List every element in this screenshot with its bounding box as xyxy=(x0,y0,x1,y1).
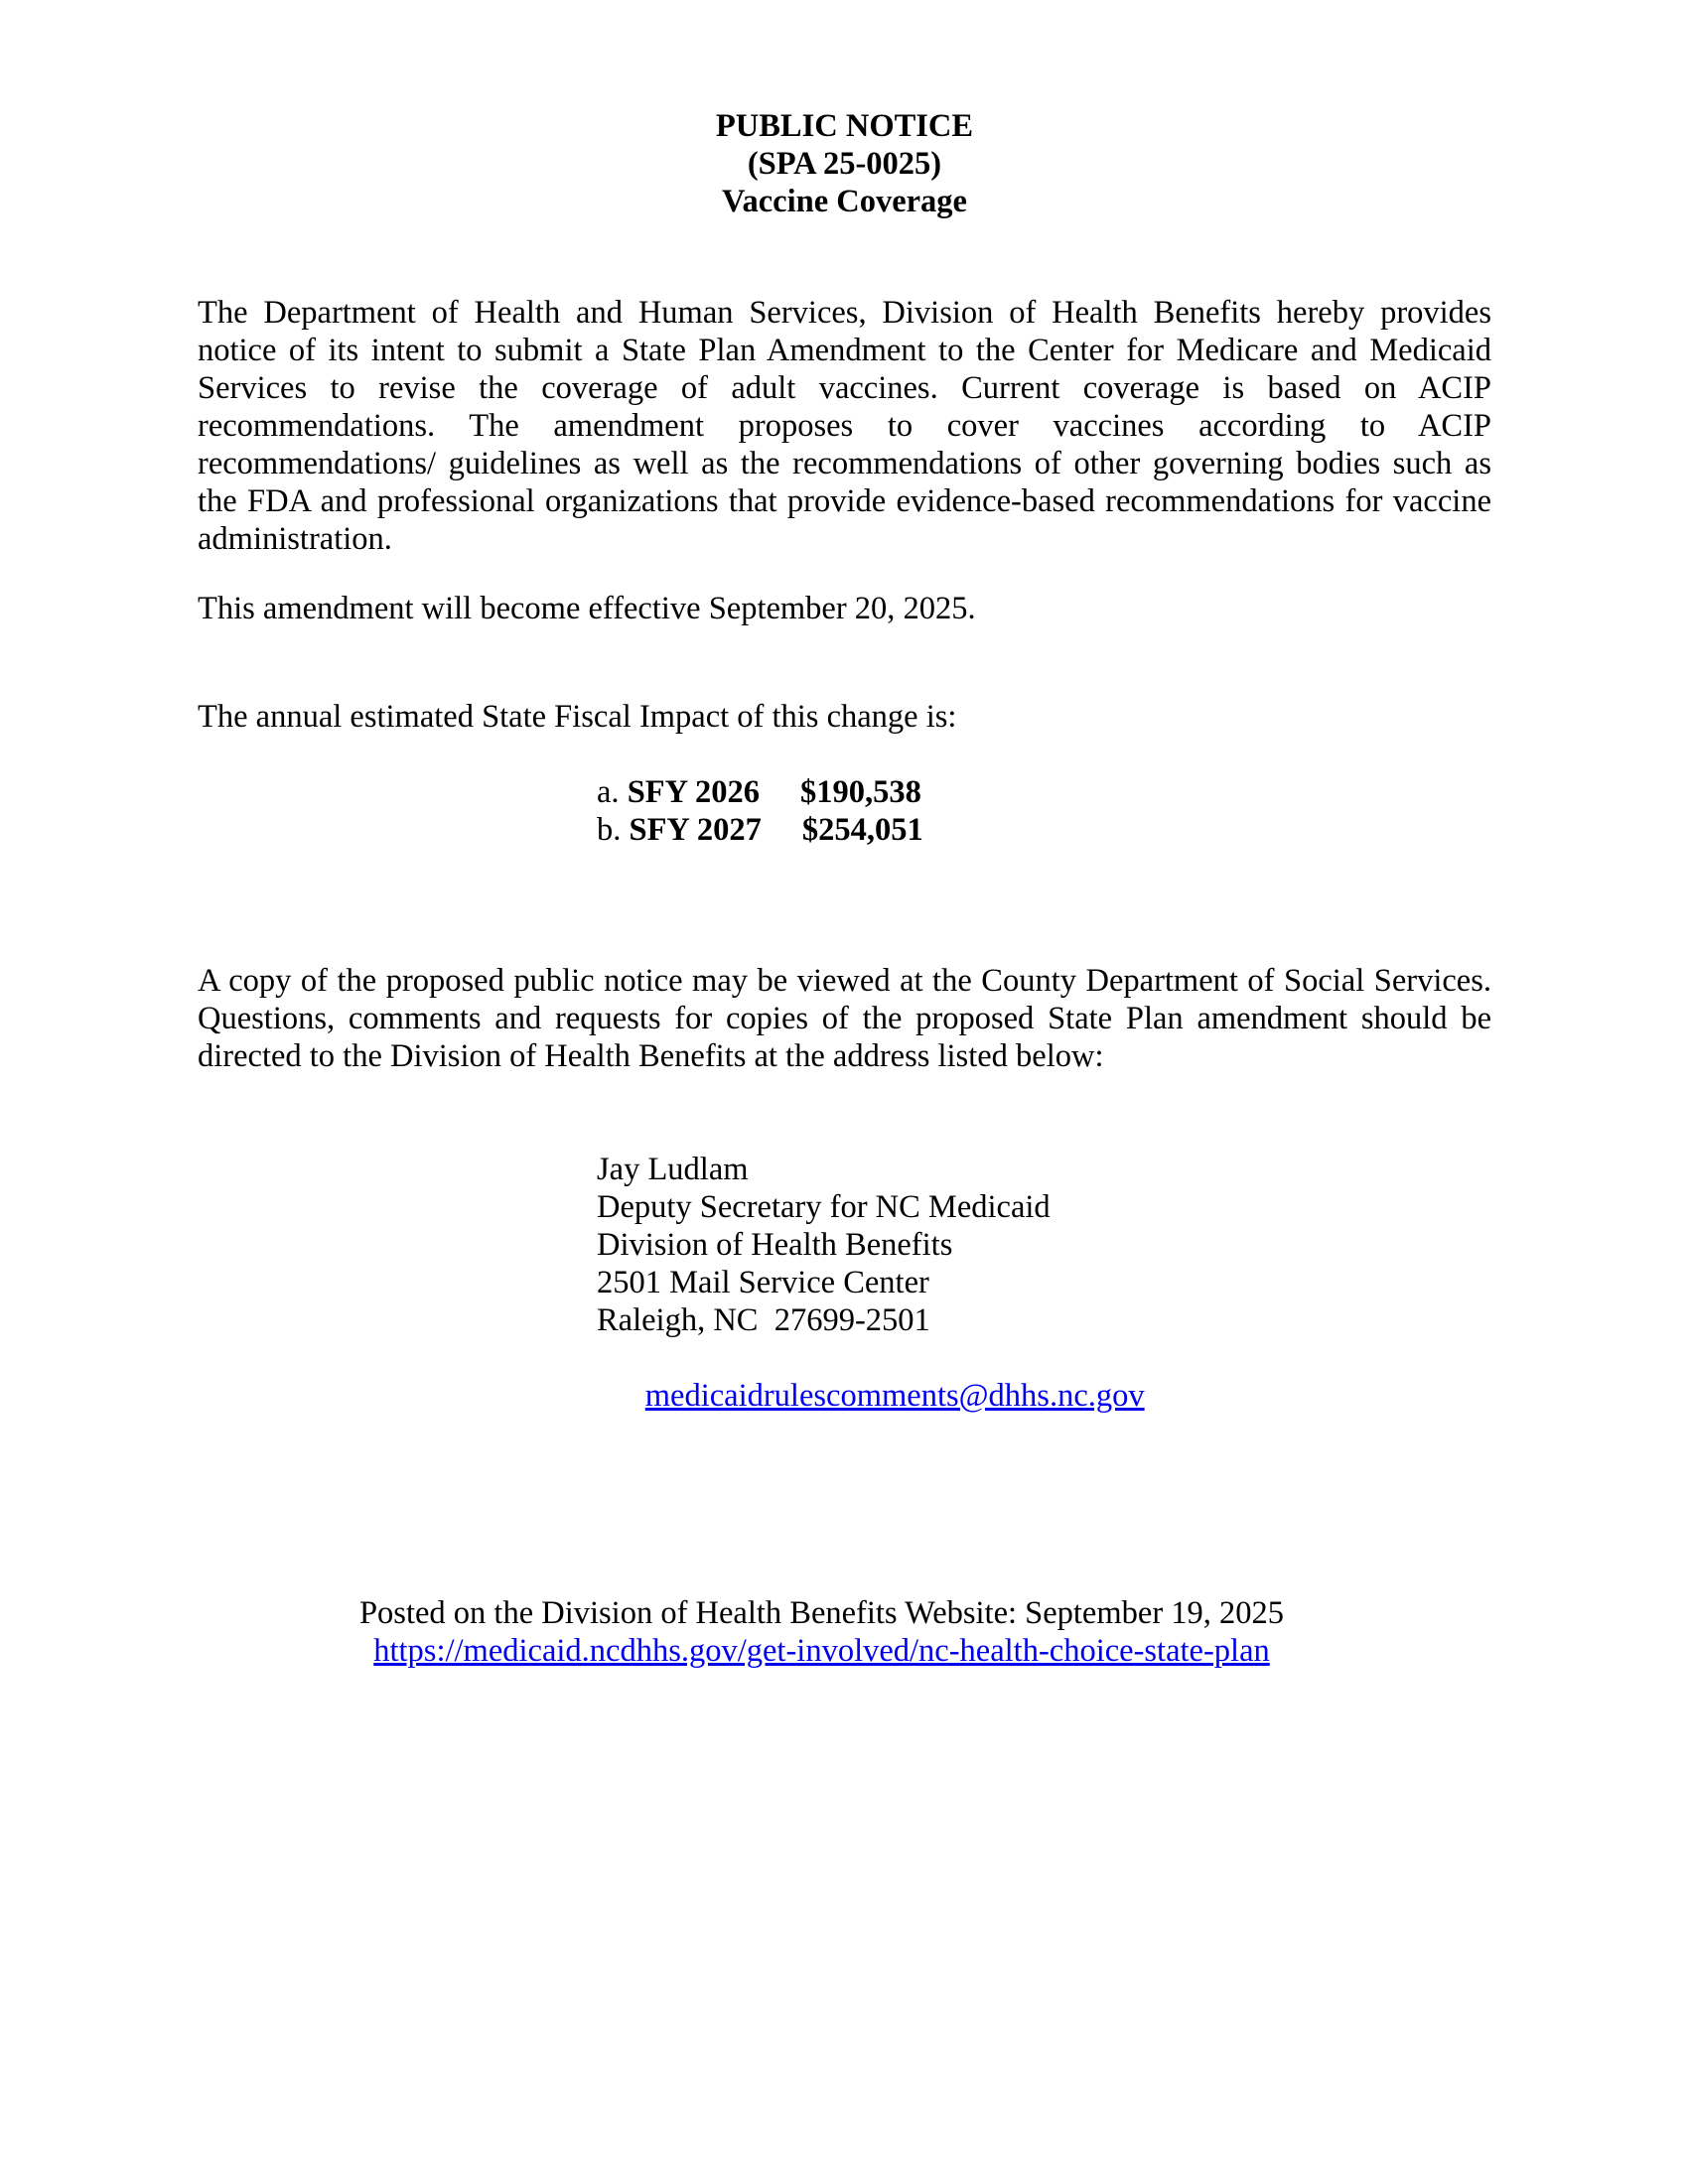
fiscal-item-year: SFY 2027 xyxy=(629,812,762,848)
copy-request-paragraph xyxy=(198,962,1491,1075)
intro-line: Services to revise the coverage of adult vaccines. Current coverage is based on ACIP xyxy=(198,370,1491,406)
intro-paragraph xyxy=(198,294,1491,558)
website-link[interactable]: https://medicaid.ncdhhs.gov/get-involved/nc-health-choice-state-plan xyxy=(373,1633,1270,1669)
fiscal-item-amount: $190,538 xyxy=(800,774,921,810)
notice-subject: Vaccine Coverage xyxy=(722,184,967,219)
copy-request-line: A copy of the proposed public notice may be viewed at the County Department of Social Services. xyxy=(198,963,1491,999)
notice-title-block xyxy=(198,107,1491,220)
website-link-line xyxy=(198,1632,1446,1670)
contact-title: Deputy Secretary for NC Medicaid xyxy=(597,1189,1051,1225)
fiscal-item-sfy-2026 xyxy=(597,773,1491,811)
intro-line: administration. xyxy=(198,521,392,557)
notice-spa-number: (SPA 25-0025) xyxy=(747,146,942,182)
intro-line: recommendations/ guidelines as well as the recommendations of other governing bodies such as xyxy=(198,446,1491,481)
contact-street: 2501 Mail Service Center xyxy=(597,1265,929,1300)
fiscal-item-sfy-2027 xyxy=(597,811,1491,849)
copy-request-line: directed to the Division of Health Benefits at the address listed below: xyxy=(198,1038,1104,1074)
intro-line: notice of its intent to submit a State Plan Amendment to the Center for Medicare and Medicaid xyxy=(198,333,1491,368)
notice-title: PUBLIC NOTICE xyxy=(715,108,974,144)
contact-email-line xyxy=(597,1339,1491,1414)
effective-date-line: This amendment will become effective September 20, 2025. xyxy=(198,591,976,626)
intro-line: The Department of Health and Human Services, Division of Health Benefits hereby provides xyxy=(198,295,1491,331)
fiscal-impact-list xyxy=(597,773,1491,849)
contact-address-block xyxy=(597,1151,1491,1414)
posted-date-line: Posted on the Division of Health Benefits Website: September 19, 2025 xyxy=(358,1595,1285,1631)
contact-email-link[interactable]: medicaidrulescomments@dhhs.nc.gov xyxy=(644,1378,1145,1414)
contact-division: Division of Health Benefits xyxy=(597,1227,953,1263)
contact-city-state-zip: Raleigh, NC 27699-2501 xyxy=(597,1302,930,1338)
fiscal-item-prefix: a. xyxy=(597,774,620,810)
intro-line: recommendations. The amendment proposes to cover vaccines according to ACIP xyxy=(198,408,1491,444)
fiscal-item-amount: $254,051 xyxy=(801,812,923,848)
fiscal-item-prefix: b. xyxy=(597,812,622,848)
intro-line: the FDA and professional organizations that provide evidence-based recommendations for vaccine xyxy=(198,483,1491,519)
fiscal-item-year: SFY 2026 xyxy=(627,774,761,810)
fiscal-impact-intro: The annual estimated State Fiscal Impact of this change is: xyxy=(198,699,957,735)
footer-block xyxy=(198,1594,1446,1670)
contact-name: Jay Ludlam xyxy=(597,1152,749,1187)
copy-request-line: Questions, comments and requests for copies of the proposed State Plan amendment should be xyxy=(198,1001,1491,1036)
